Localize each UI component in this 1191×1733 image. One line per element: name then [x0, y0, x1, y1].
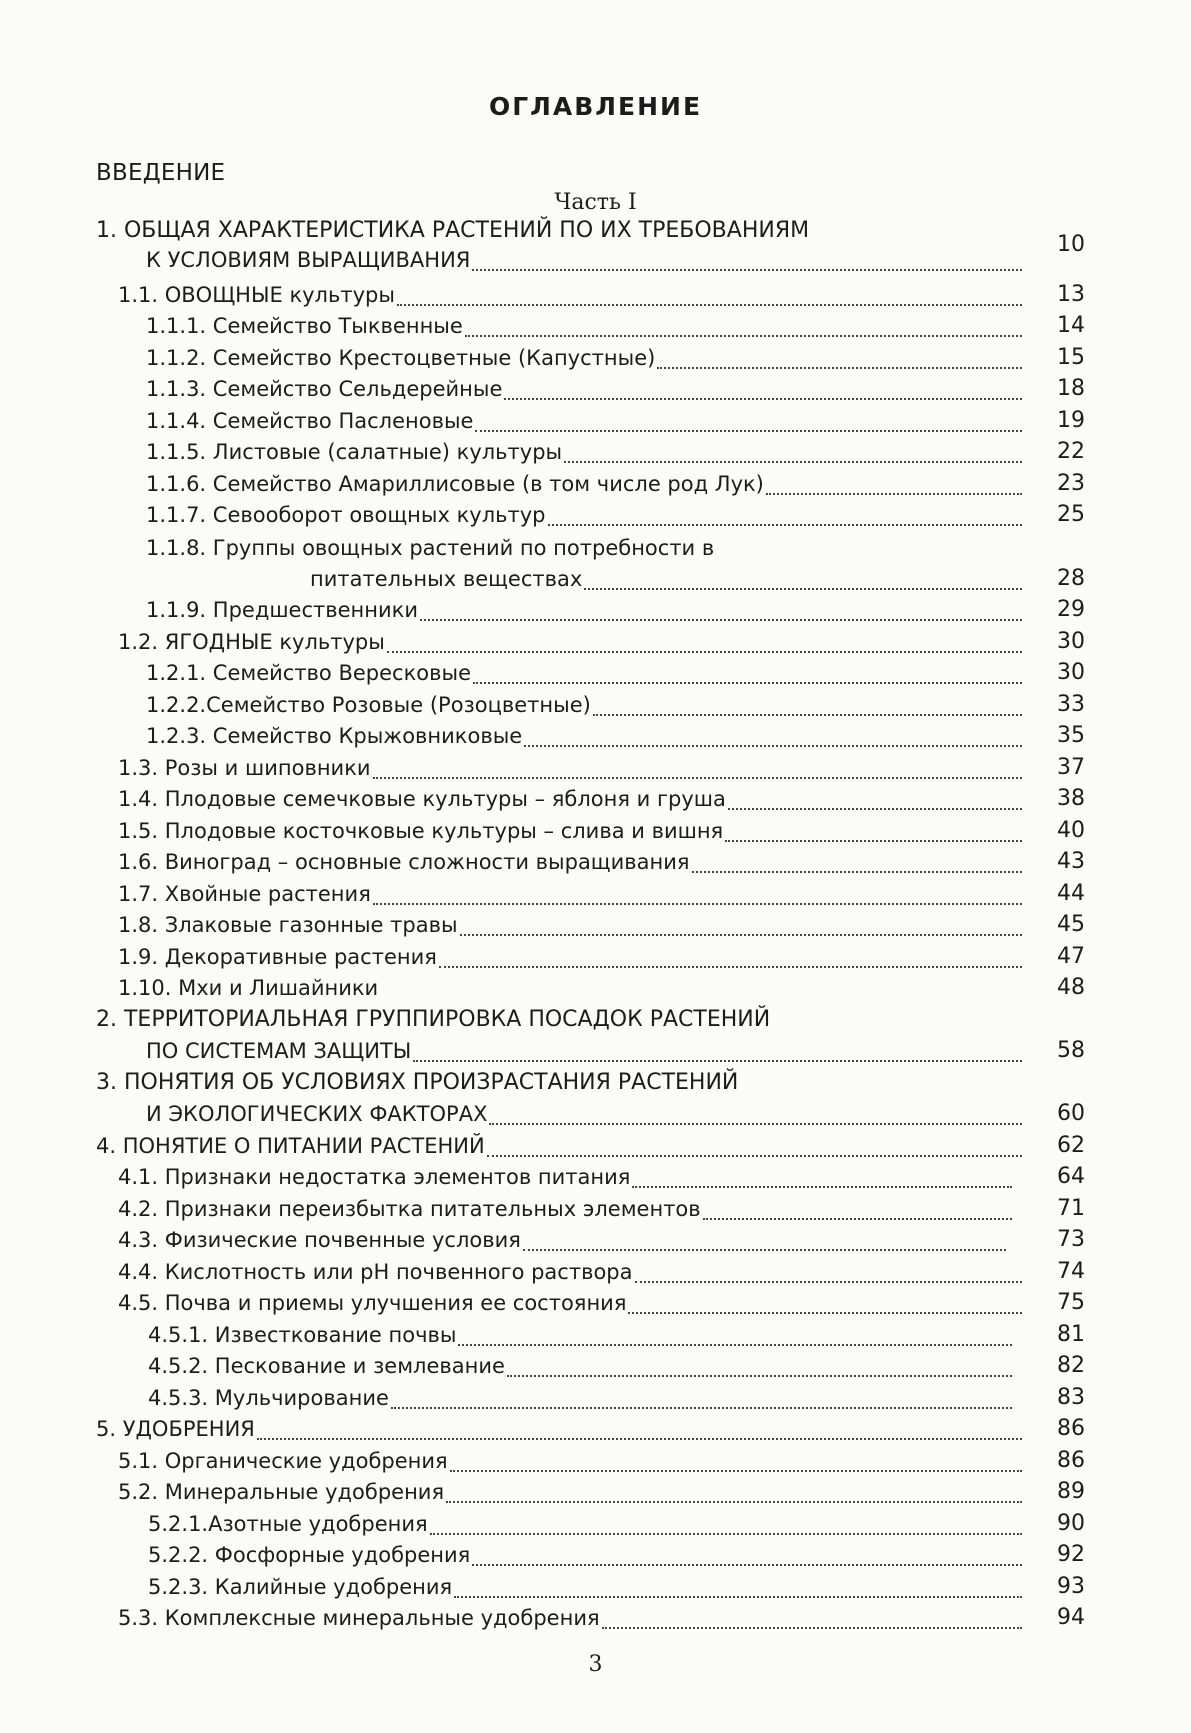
- toc-page-number: 64: [1057, 1164, 1085, 1189]
- toc-entry-label: 1.1.4. Семейство Пасленовые: [146, 409, 474, 433]
- dot-leader: [703, 1198, 1012, 1220]
- toc-entry-label: 1.7. Хвойные растения: [118, 882, 371, 906]
- toc-entry: [118, 1162, 1016, 1192]
- toc-entry-label: 4.5.3. Мульчирование: [148, 1386, 389, 1410]
- dot-leader: [507, 1355, 1012, 1377]
- dot-leader: [391, 1387, 1012, 1409]
- toc-entry-label: 4.3. Физические почвенные условия: [118, 1228, 521, 1252]
- toc-entry: [96, 1131, 1026, 1161]
- dot-leader: [397, 284, 1022, 306]
- toc-entry: [118, 1288, 1026, 1318]
- part-heading: Часть I: [554, 190, 637, 215]
- toc-entry: [118, 1257, 1026, 1287]
- toc-entry: [146, 721, 1026, 751]
- toc-entry: [118, 1477, 1026, 1507]
- toc-entry-label: 1.2.3. Семейство Крыжовниковые: [146, 724, 523, 748]
- toc-entry-label: 1.9. Декоративные растения: [118, 945, 437, 969]
- toc-entry: [96, 1414, 1026, 1444]
- toc-entry-label: К УСЛОВИЯМ ВЫРАЩИВАНИЯ: [146, 248, 471, 272]
- toc-entry-label: 4.5. Почва и приемы улучшения ее состояния: [118, 1291, 627, 1315]
- toc-page-number: 81: [1057, 1322, 1085, 1347]
- toc-entry-label: 1.4. Плодовые семечковые культуры – яблоня и груша: [118, 787, 726, 811]
- toc-page-number: 43: [1057, 849, 1085, 874]
- toc-entry: [148, 1572, 1026, 1602]
- toc-entry-label: 1.2.2.Семейство Розовые (Розоцветные): [146, 693, 591, 717]
- dot-leader: [465, 315, 1022, 337]
- toc-entry: [146, 437, 1026, 467]
- toc-entry: [148, 1320, 1016, 1350]
- toc-title: ОГЛАВЛЕНИЕ: [488, 92, 703, 121]
- toc-entry-label: 5.3. Комплексные минеральные удобрения: [118, 1606, 600, 1630]
- dot-leader: [602, 1607, 1022, 1629]
- toc-entry: [146, 469, 1026, 499]
- toc-entry-label: 1.1.2. Семейство Крестоцветные (Капустные): [146, 346, 656, 370]
- toc-entry-label: питательных веществах: [310, 567, 583, 591]
- toc-page-number: 22: [1057, 439, 1085, 464]
- dot-leader: [632, 1166, 1012, 1188]
- toc-entry-line1: 1.1.8. Группы овощных растений по потребности в: [146, 536, 715, 560]
- dot-leader: [766, 473, 1022, 495]
- toc-entry-label: 1.5. Плодовые косточковые культуры – слива и вишня: [118, 819, 724, 843]
- dot-leader: [420, 599, 1022, 621]
- toc-page-number: 94: [1057, 1605, 1085, 1630]
- dot-leader: [430, 1513, 1022, 1535]
- toc-entry-label: 1.1.9. Предшественники: [146, 598, 418, 622]
- dot-leader: [387, 631, 1022, 653]
- dot-leader: [523, 1229, 1006, 1251]
- dot-leader: [725, 820, 1022, 842]
- toc-entry-label: 5.2.3. Калийные удобрения: [148, 1575, 453, 1599]
- toc-entry: [118, 784, 1026, 814]
- toc-page-number: 30: [1057, 629, 1085, 654]
- toc-page-number: 10: [1057, 232, 1085, 257]
- toc-entry: [118, 1225, 1010, 1255]
- dot-leader: [475, 410, 1022, 432]
- toc-page-number: 93: [1057, 1574, 1085, 1599]
- toc-page-number: 71: [1057, 1196, 1085, 1221]
- toc-page-number: 48: [1057, 975, 1085, 1000]
- dot-leader: [728, 788, 1022, 810]
- toc-entry-label: 1.1. ОВОЩНЫЕ культуры: [118, 283, 395, 307]
- toc-page-number: 92: [1057, 1542, 1085, 1567]
- toc-entry: [118, 942, 1026, 972]
- toc-entry-label: 1.1.5. Листовые (салатные) культуры: [146, 440, 563, 464]
- toc-page-number: 75: [1057, 1290, 1085, 1315]
- dot-leader: [257, 1418, 1022, 1440]
- toc-page-number: 45: [1057, 912, 1085, 937]
- toc-entry: [146, 311, 1026, 341]
- dot-leader: [504, 378, 1022, 400]
- toc-entry-label: 5.2. Минеральные удобрения: [118, 1480, 445, 1504]
- dot-leader: [473, 662, 1022, 684]
- toc-page-number: 35: [1057, 723, 1085, 748]
- toc-entry-label: 4.4. Кислотность или pH почвенного раствора: [118, 1260, 633, 1284]
- toc-entry: [146, 690, 1026, 720]
- toc-entry: [146, 1036, 1026, 1066]
- toc-entry-label: ПО СИСТЕМАМ ЗАЩИТЫ: [146, 1039, 412, 1063]
- toc-page-number: 25: [1057, 502, 1085, 527]
- toc-page-number: 86: [1057, 1416, 1085, 1441]
- toc-entry-label: 5.2.2. Фосфорные удобрения: [148, 1543, 471, 1567]
- dot-leader: [373, 883, 1022, 905]
- toc-entry-label: 4.5.2. Пескование и землевание: [148, 1354, 505, 1378]
- toc-page-number: 23: [1057, 471, 1085, 496]
- toc-page-number: 13: [1057, 282, 1085, 307]
- toc-entry-label: 1.1.3. Семейство Сельдерейные: [146, 377, 503, 401]
- toc-entry: [146, 500, 1026, 530]
- toc-entry-line1: 2. ТЕРРИТОРИАЛЬНАЯ ГРУППИРОВКА ПОСАДОК РАСТЕНИЙ: [96, 1007, 771, 1032]
- toc-page-number: 40: [1057, 818, 1085, 843]
- toc-page-number: 62: [1057, 1133, 1085, 1158]
- toc-page-number: 89: [1057, 1479, 1085, 1504]
- toc-entry-label: 1.1.6. Семейство Амариллисовые (в том числе род Лук): [146, 472, 764, 496]
- dot-leader: [628, 1292, 1022, 1314]
- toc-entry-label: 5.2.1.Азотные удобрения: [148, 1512, 428, 1536]
- dot-leader: [489, 1103, 1022, 1125]
- toc-entry-label: 1.8. Злаковые газонные травы: [118, 913, 458, 937]
- toc-entry-label: 1.10. Мхи и Лишайники: [118, 976, 379, 1000]
- intro-heading: ВВЕДЕНИЕ: [96, 160, 226, 186]
- dot-leader: [450, 1450, 1022, 1472]
- toc-entry: [146, 343, 1026, 373]
- dot-leader: [692, 851, 1023, 873]
- toc-page-number: 18: [1057, 376, 1085, 401]
- dot-leader: [564, 441, 1022, 463]
- dot-leader: [548, 504, 1023, 526]
- toc-page-number: 19: [1057, 408, 1085, 433]
- toc-entry-label: И ЭКОЛОГИЧЕСКИХ ФАКТОРАХ: [146, 1102, 488, 1126]
- toc-entry: [146, 406, 1026, 436]
- toc-entry: [118, 1603, 1026, 1633]
- toc-entry: [148, 1540, 1026, 1570]
- toc-entry: [118, 910, 1026, 940]
- toc-entry-label: 4.5.1. Известкование почвы: [148, 1323, 457, 1347]
- toc-entry: [146, 658, 1026, 688]
- toc-entry-line1: 3. ПОНЯТИЯ ОБ УСЛОВИЯХ ПРОИЗРАСТАНИЯ РАСТЕНИЙ: [96, 1070, 739, 1095]
- toc-entry-label: 1.1.7. Севооборот овощных культур: [146, 503, 546, 527]
- toc-page-number: 60: [1057, 1101, 1085, 1126]
- toc-page-number: 83: [1057, 1385, 1085, 1410]
- toc-entry-label: 4.1. Признаки недостатка элементов питания: [118, 1165, 631, 1189]
- dot-leader: [454, 1576, 1022, 1598]
- toc-entry-line1: 1. ОБЩАЯ ХАРАКТЕРИСТИКА РАСТЕНИЙ ПО ИХ ТРЕБОВАНИЯМ: [96, 218, 810, 243]
- toc-entry: [146, 1099, 1026, 1129]
- toc-entry-label: 1.6. Виноград – основные сложности выращивания: [118, 850, 690, 874]
- toc-page-number: 33: [1057, 692, 1085, 717]
- dot-leader: [413, 1040, 1022, 1062]
- toc-entry: [118, 627, 1026, 657]
- toc-entry: [118, 879, 1026, 909]
- toc-page-number: 44: [1057, 881, 1085, 906]
- toc-entry: [146, 374, 1026, 404]
- toc-entry: [148, 1509, 1026, 1539]
- toc-page-number: 86: [1057, 1448, 1085, 1473]
- toc-page-number: 14: [1057, 313, 1085, 338]
- toc-page-number: 47: [1057, 944, 1085, 969]
- toc-page-number: 74: [1057, 1259, 1085, 1284]
- toc-page-number: 15: [1057, 345, 1085, 370]
- dot-leader: [593, 694, 1022, 716]
- toc-entry-label: 1.2. ЯГОДНЫЕ культуры: [118, 630, 385, 654]
- toc-entry-label: 4.2. Признаки переизбытка питательных элементов: [118, 1197, 701, 1221]
- page-number: 3: [588, 1652, 603, 1677]
- dot-leader: [439, 946, 1022, 968]
- toc-entry: [146, 595, 1026, 625]
- toc-entry: [118, 847, 1026, 877]
- toc-page-number: 38: [1057, 786, 1085, 811]
- dot-leader: [446, 1481, 1022, 1503]
- toc-page-number: 82: [1057, 1353, 1085, 1378]
- toc-entry-label: 4. ПОНЯТИЕ О ПИТАНИИ РАСТЕНИЙ: [96, 1134, 485, 1158]
- toc-entry: [118, 1446, 1026, 1476]
- toc-page-number: 30: [1057, 660, 1085, 685]
- toc-entry: [310, 564, 1026, 594]
- toc-entry: [118, 816, 1026, 846]
- toc-entry-label: 1.1.1. Семейство Тыквенные: [146, 314, 463, 338]
- toc-page-number: 73: [1057, 1227, 1085, 1252]
- toc-page-number: 90: [1057, 1511, 1085, 1536]
- dot-leader: [487, 1135, 1022, 1157]
- toc-entry: [118, 280, 1026, 310]
- toc-entry: [118, 1194, 1016, 1224]
- toc-entry: [148, 1351, 1016, 1381]
- toc-page-number: 29: [1057, 597, 1085, 622]
- toc-page-number: 58: [1057, 1038, 1085, 1063]
- toc-entry-label: 5.1. Органические удобрения: [118, 1449, 448, 1473]
- dot-leader: [458, 1324, 1012, 1346]
- toc-entry: [118, 973, 1026, 1003]
- dot-leader: [472, 1544, 1022, 1566]
- toc-page-number: 37: [1057, 755, 1085, 780]
- toc-entry-label: 1.3. Розы и шиповники: [118, 756, 371, 780]
- dot-leader: [373, 757, 1022, 779]
- dot-leader: [524, 725, 1022, 747]
- toc-entry-label: 5. УДОБРЕНИЯ: [96, 1417, 255, 1441]
- toc-entry: [148, 1383, 1016, 1413]
- dot-leader: [584, 568, 1022, 590]
- dot-leader: [460, 914, 1022, 936]
- toc-entry: [146, 245, 1026, 275]
- toc-entry-label: 1.2.1. Семейство Вересковые: [146, 661, 471, 685]
- toc-entry: [118, 753, 1026, 783]
- dot-leader: [635, 1261, 1023, 1283]
- toc-page-number: 28: [1057, 566, 1085, 591]
- dot-leader: [472, 249, 1022, 271]
- dot-leader: [657, 347, 1022, 369]
